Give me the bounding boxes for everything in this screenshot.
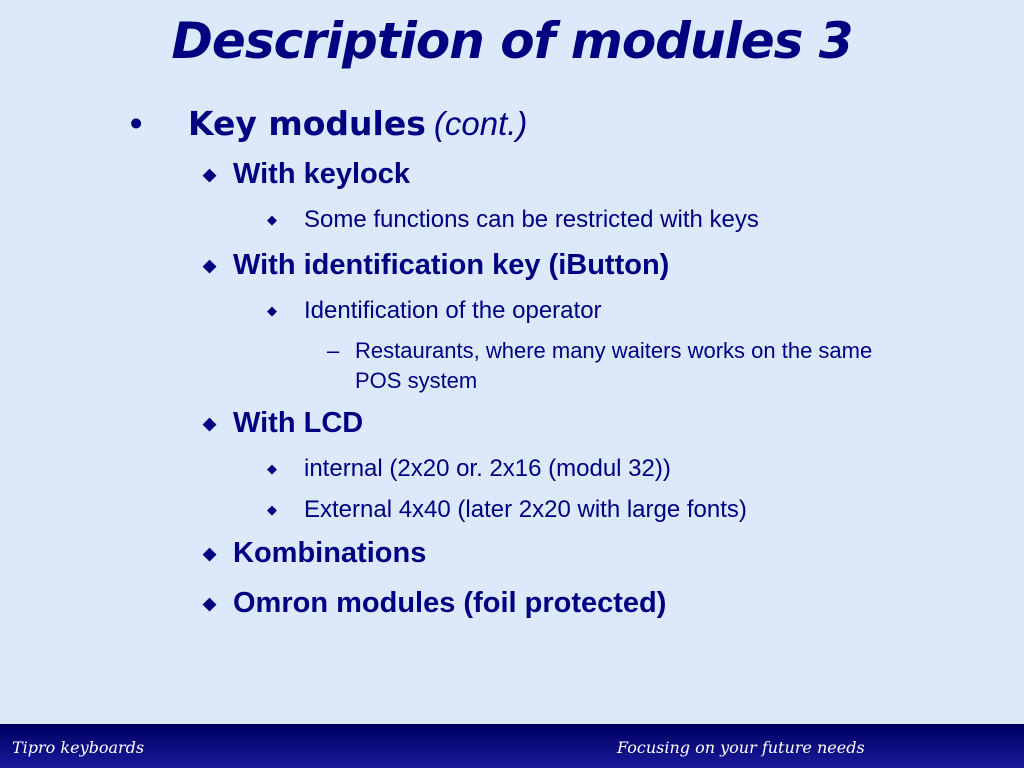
bullet-dot-icon: •: [130, 104, 143, 143]
sub-bullet-external-lcd-text: External 4x40 (later 2x20 with large fonts): [304, 496, 747, 523]
sub-bullet-internal-lcd-text: internal (2x20 or. 2x16 (modul 32)): [304, 455, 671, 482]
bullet-kombinations-text: Kombinations: [233, 537, 427, 569]
diamond-bullet-icon: ◆: [203, 544, 217, 563]
sub-sub-bullet-restaurants-line2: POS system: [355, 368, 478, 393]
footer-company: Tipro keyboards: [12, 738, 145, 757]
diamond-bullet-icon: ◆: [267, 461, 277, 476]
diamond-bullet-icon: ◆: [267, 502, 277, 517]
bullet-with-lcd-text: With LCD: [233, 407, 364, 439]
bullet-omron-modules: [203, 587, 666, 620]
sub-bullet-operator-identification-text: Identification of the operator: [304, 297, 602, 324]
bullet-with-lcd: [203, 407, 363, 440]
bullet-identification-key: [203, 249, 669, 282]
bullet-key-modules: [130, 104, 527, 144]
bullet-omron-modules-text: Omron modules (foil protected): [233, 587, 667, 619]
bullet-with-keylock: [203, 158, 410, 191]
sub-sub-bullet-restaurants-text: Restaurants, where many waiters works on the same: [355, 338, 873, 363]
sub-sub-bullet-restaurants-line1: [327, 336, 872, 366]
slide-title: Description of modules 3: [171, 12, 853, 70]
sub-bullet-operator-identification: [267, 297, 602, 325]
sub-bullet-internal-lcd: [267, 455, 671, 483]
diamond-bullet-icon: ◆: [203, 165, 217, 184]
diamond-bullet-icon: ◆: [267, 303, 277, 318]
sub-sub-bullet-restaurants: [327, 336, 872, 396]
diamond-bullet-icon: ◆: [203, 414, 217, 433]
sub-bullet-restricted-keys: [267, 206, 759, 234]
dash-bullet-icon: –: [327, 338, 340, 363]
sub-bullet-restricted-keys-text: Some functions can be restricted with keys: [304, 206, 759, 233]
sub-bullet-external-lcd: [267, 496, 747, 524]
bullet-kombinations: [203, 537, 426, 570]
footer-bar: [0, 724, 1024, 768]
bullet-with-keylock-text: With keylock: [233, 158, 411, 190]
bullet-identification-key-text: With identification key (iButton): [233, 249, 670, 281]
diamond-bullet-icon: ◆: [203, 594, 217, 613]
footer-tagline: Focusing on your future needs: [617, 738, 865, 757]
diamond-bullet-icon: ◆: [267, 212, 277, 227]
diamond-bullet-icon: ◆: [203, 256, 217, 275]
bullet-key-modules-text: Key modules: [188, 104, 426, 143]
bullet-key-modules-suffix: (cont.): [433, 105, 528, 142]
